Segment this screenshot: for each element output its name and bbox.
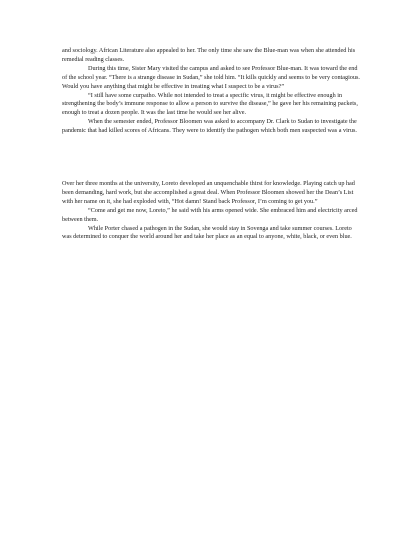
text-section-1 bbox=[62, 47, 362, 136]
text-section-2 bbox=[62, 180, 362, 242]
paragraph: When the semester ended, Professor Bloomen was asked to accompany Dr. Clark to Sudan to investigate the pandemic that had killed scores of Africans. They were to identify the pathogen which both men suspected was a virus. bbox=[62, 118, 357, 135]
paragraph: “Come and get me now, Loreto,” he said with his arms opened wide. She embraced him and electricity arced between them. bbox=[62, 206, 358, 223]
paragraph: During this time, Sister Mary visited the campus and asked to see Professor Blue-man. It was toward the end of the school year. “There is a strange disease in Sudan,” she told him. “It kills quickly and seems to be very contagious. Would you have anything that might be effective in treating what I suspect to be a virus?” bbox=[62, 64, 360, 90]
paragraph: While Porter chased a pathogen in the Sudan, she would stay in Sovenga and take summer courses. Loreto was determined to conquer the world around her and take her place as an equal to anyone, white, black, or even blue. bbox=[62, 224, 352, 241]
paragraph: Over her three months at the university, Loreto developed an unquenchable thirst for knowledge. Playing catch up had been demanding, hard work, but she accomplished a great deal. When Professor Bloomen showed her the Dean’s List with her name on it, she had exploded with, “Hot damn! Stand back Professor, I’m coming to get you.” bbox=[62, 180, 355, 205]
paragraph: and sociology. African Literature also appealed to her. The only time she saw the Blue-man was when she attended his remedial reading classes. bbox=[62, 47, 356, 63]
paragraph: “I still have some curpatho. While not intended to treat a specific virus, it might be effective enough in strengthening the body’s immune response to allow a person to survive the disease,” he gave her his remaining packets, enough to treat a dozen people. It was the last time he would see her alive. bbox=[62, 91, 358, 117]
